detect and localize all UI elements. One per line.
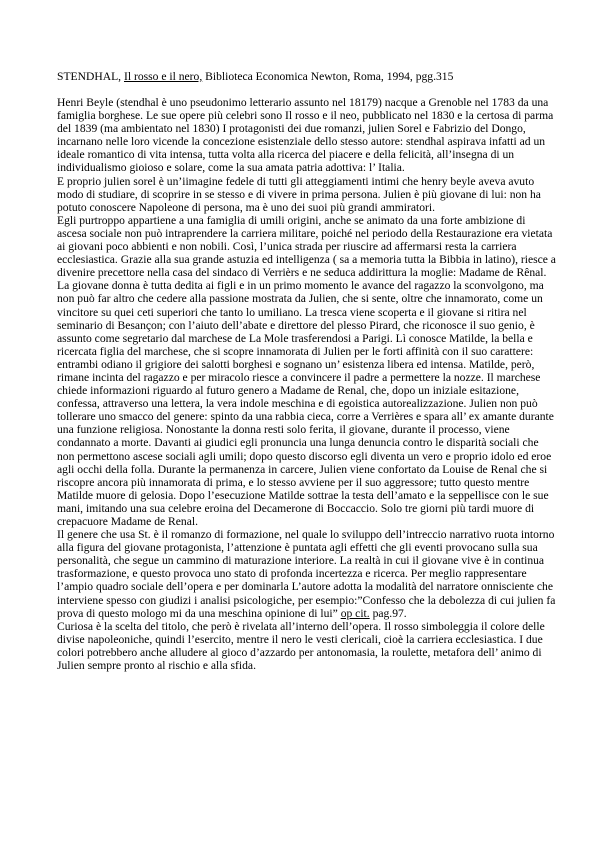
citation-title: Il rosso e il nero, [123,70,203,83]
paragraph-title-meaning: Curiosa è la scelta del titolo, che però è rivelata all’interno dell’opera. Il rosso simboleggia il colore delle divise napoleoniche, quindi l’esercito, mentre il nero le vesti clericali, cioè la carriera ecclesiastica. I due colori potrebbero anche alludere al gioco d’azzardo per antonomasia, la roulette, metafora dell’ animo di Julien sempre pronto al rischio e alla sfida. [57,619,545,673]
citation-author: STENDHAL, [57,70,124,83]
citation-details: Biblioteca Economica Newton, Roma, 1994, pgg.315 [202,70,454,83]
bibliographic-citation [57,70,556,84]
citation-ref-page: pag.97. [369,606,407,620]
paragraph-julien-sorel: E proprio julien sorel è un’iimagine fedele di tutti gli atteggiamenti intimi che henry beyle aveva avuto modo di studiare, di scoprire in se stesso e di vivere in prima persona. Julien è più giovane di lui: non ha potuto conoscere Napoleone di persona, ma è uno dei suoi più grandi ammiratori. [57,174,541,214]
paragraph-genre [57,528,556,620]
paragraph-plot: Egli purtroppo appartiene a una famiglia di umili origini, anche se animato da una forte ambizione di ascesa sociale non può intraprendere la carriera militare, poiché nel periodo della Restaurazione era vietata ai giovani poco abbienti e non nobili. Così, l’unica strada per riuscire ad affermarsi resta la carriera ecclesiastica. Grazie alla sua grande astuzia ed intelligenza ( sa a memoria tutta la Bibbia in latino), riesce a divenire precettore nella casa del sindaco di Verrièrs e ne seduca addirittura la moglie: Madame de Rênal. La giovane donna è tutta dedita ai figli e in un primo momento le avance del ragazzo la sconvolgono, ma non può far altro che cedere alla passione mostrata da Julien, che si sente, oltre che innamorato, come un vincitore su quei ceti superiori che tanto lo umiliano. La tresca viene scoperta e il giovane si ritira nel seminario di Besançon; con l’aiuto dell’abate e direttore del plesso Pirard, che riconosce il suo genio, è assunto come segretario dal marchese de La Mole trasferendosi a Parigi. Lì conosce Matilde, la bella e ricercata figlia del marchese, che si scopre innamorata di Julien per le forti affinità con il suo carattere: entrambi odiano il grigiore dei salotti borghesi e sognano un’ esistenza libera ed intensa. Matilde, però, rimane incinta del ragazzo e per miracolo riesce a convincere il padre a permettere la nozze. Il marchese chiede informazioni riguardo al futuro genero a Madame de Renal, che, dopo un iniziale esitazione, confessa, attraverso una lettera, la vera indole meschina e di egoistica autorealizzazione. Julien non può tollerare uno smacco del genere: spinto da una rabbia cieca, corre a Verrières e spara all’ ex amante durante una funzione religiosa. Nonostante la donna resti solo ferita, il giovane, durante il processo, viene condannato a morte. Davanti ai giudici egli pronuncia una lunga denuncia contro le disparità sociali che non permettono ascese sociali agli umili; dopo questo discorso egli diventa un vero e proprio idolo ed eroe agli occhi della folla. Durante la permanenza in carcere, Julien viene confortato da Louise de Renal che si riscopre ancora più innamorata di prima, e lo stesso avviene per il suo aggressore; tutto questo mentre Matilde muore di gelosia. Dopo l’esecuzione Matilde sottrae la testa dell’amato e la seppellisce con le sue mani, imitando una sua celebre eroina del Decamerone di Boccaccio. Solo tre giorni più tardi muore di crepacuore Madame de Renal. [57,213,556,528]
op-cit-reference: op cit. [340,606,370,620]
paragraph-biography: Henri Beyle (stendhal è uno pseudonimo letterario assunto nel 18179) nacque a Grenoble nel 1783 da una famiglia borghese. Le sue opere più celebri sono Il rosso e il neo, pubblicato nel 1830 e la certosa di parma del 1839 (ma ambientato nel 1830) I protagonisti dei due romanzi, julien Sorel e Fabrizio del Dongo, incarnano nelle loro vicende la concezione esistenziale dello stesso autore: stendhal aspirava infatti ad un ideale romantico di vita intensa, tutta volta alla ricerca del piacere e della felicità, all’insegna di un individualismo gioioso e solare, come la sua amata patria adottiva: l’ Italia. [57,96,554,175]
paragraph-genre-text: Il genere che usa St. è il romanzo di formazione, nel quale lo sviluppo dell’intreccio narrativo ruota intorno alla figura del giovane protagonista, l’attenzione è puntata agli effetti che gli eventi provocano sulla sua personalità, che segue un cammino di maturazione interiore. La realtà in cui il giovane vive è in continua trasformazione, e questo provoca uno stato di profonda incertezza e ricerca. Per meglio rappresentare l’ampio quadro sociale dell’opera e per dominarla L’autore adotta la modalità del narratore onnisciente che interviene spesso con giudizi i analisi psicologiche, per esempio:”Confesso che la debolezza di cui julien fa prova di questo mologo mi da una meschina opinione di lui” [57,528,556,620]
